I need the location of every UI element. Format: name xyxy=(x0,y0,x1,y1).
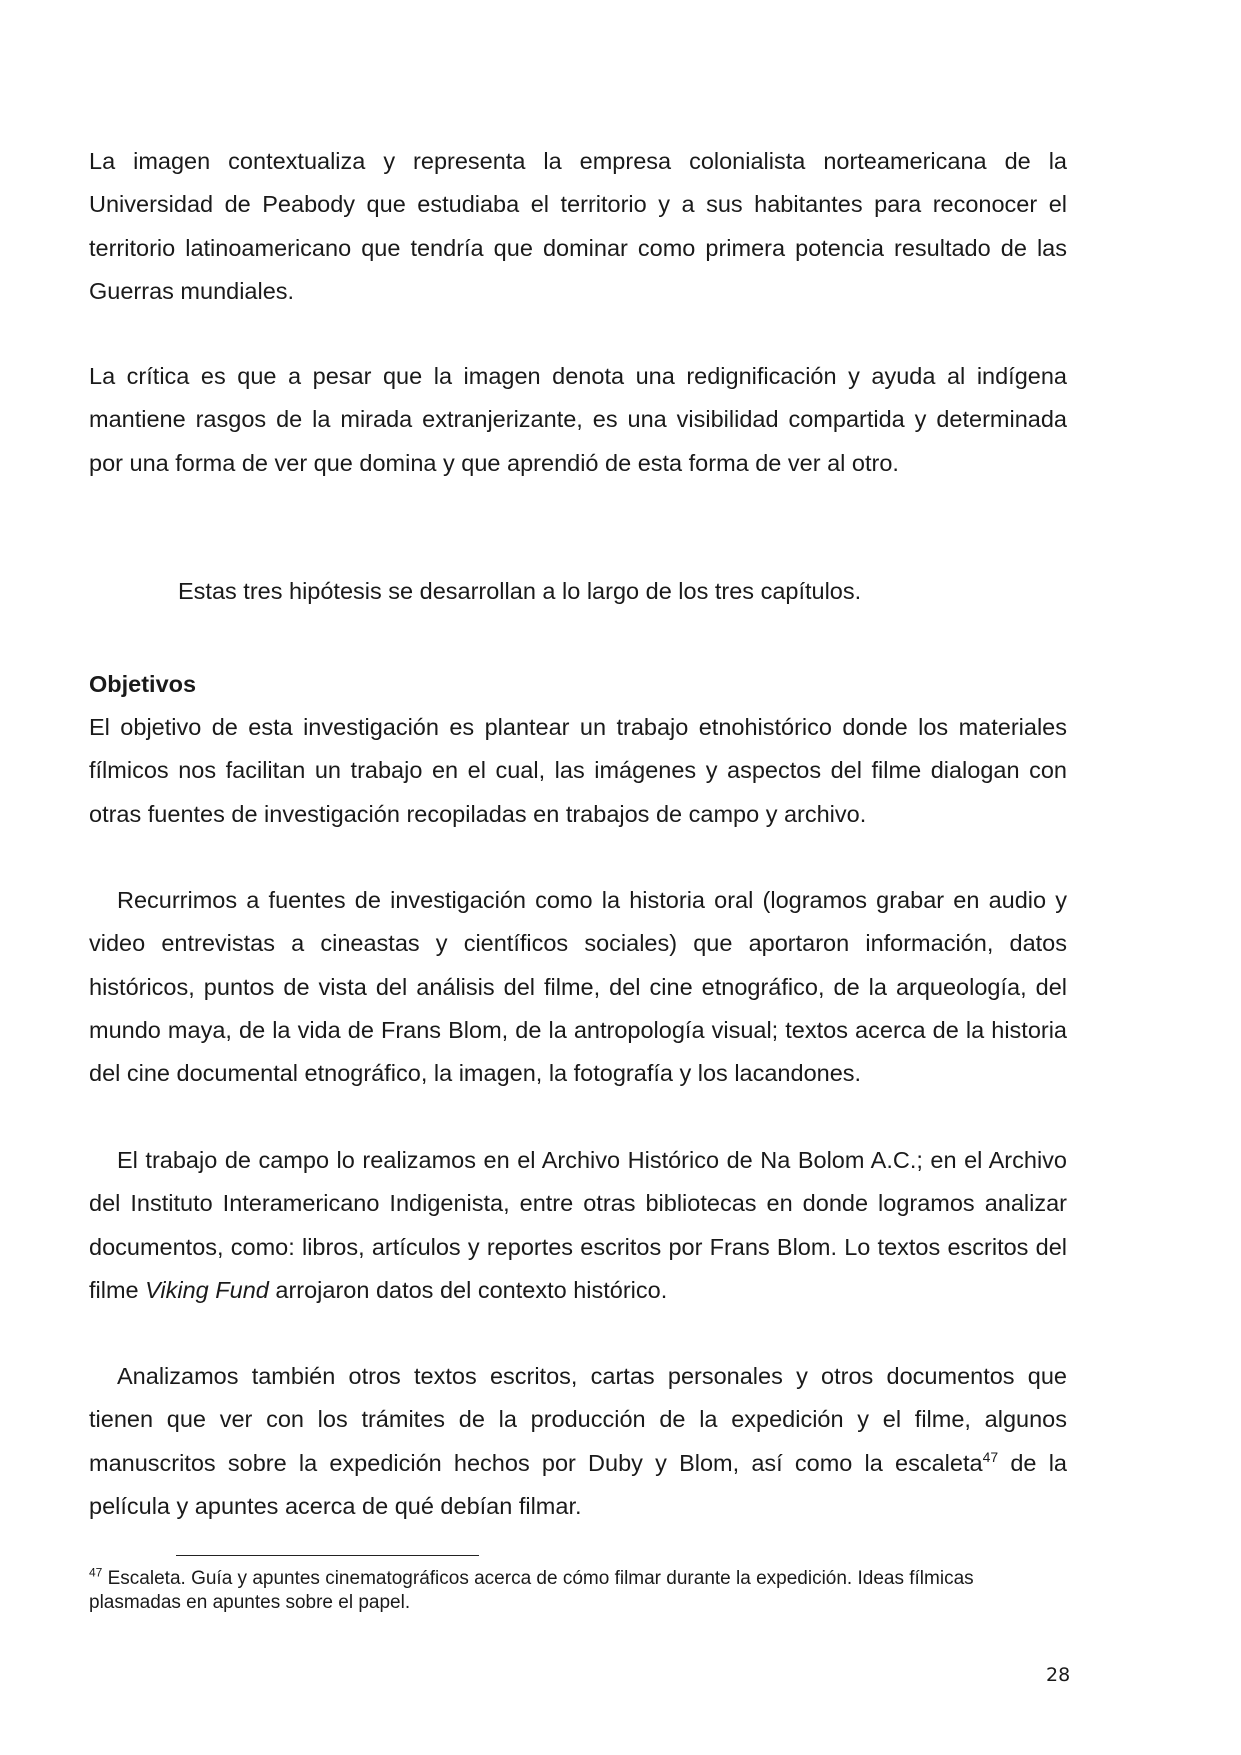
paragraph-analizamos xyxy=(89,1355,1067,1528)
footnote-divider xyxy=(176,1555,479,1556)
paragraph-text: El trabajo de campo lo realizamos en el Archivo Histórico de Na Bolom A.C.; en el Archivo del Instituto Interamericano Indigenista, entre otras bibliotecas en donde logramos analizar documentos, como: libros, artículos y reportes escritos por Frans Blom. Lo textos escritos del filme xyxy=(89,1147,1067,1303)
footnote-reference[interactable]: 47 xyxy=(982,1448,999,1465)
section-heading-objetivos: Objetivos xyxy=(89,671,197,697)
paragraph-trabajo-campo xyxy=(89,1139,1067,1312)
page-number: 28 xyxy=(1046,1664,1071,1686)
paragraph-fuentes-investigacion: Recurrimos a fuentes de investigación como la historia oral (logramos grabar en audio y video entrevistas a cineastas y científicos sociales) que aportaron información, datos históricos, puntos de vista del análisis del filme, del cine etnográfico, de la arqueología, del mundo maya, de la vida de Frans Blom, de la antropología visual; textos acerca de la historia del cine documental etnográfico, la imagen, la fotografía y los lacandones. xyxy=(89,887,1067,1087)
film-title-italic: Viking Fund xyxy=(145,1276,269,1303)
paragraph-text: arrojaron datos del contexto histórico. xyxy=(268,1276,668,1303)
paragraph-text: de la película y apuntes acerca de qué debían filmar. xyxy=(89,1449,1067,1519)
paragraph-hipotesis: Estas tres hipótesis se desarrollan a lo largo de los tres capítulos. xyxy=(178,578,862,604)
footnote-text: Escaleta. Guía y apuntes cinematográficos acerca de cómo filmar durante la expedición. Ideas fílmicas plasmadas en apuntes sobre el papel. xyxy=(89,1568,974,1613)
footnote xyxy=(89,1567,1029,1615)
footnote-number: 47 xyxy=(89,1565,103,1580)
paragraph-objetivo: El objetivo de esta investigación es plantear un trabajo etnohistórico donde los materiales fílmicos nos facilitan un trabajo en el cual, las imágenes y aspectos del filme dialogan con otras fuentes de investigación recopiladas en trabajos de campo y archivo. xyxy=(89,714,1067,827)
paragraph-critica: La crítica es que a pesar que la imagen denota una redignificación y ayuda al indígena mantiene rasgos de la mirada extranjerizante, es una visibilidad compartida y determinada por una forma de ver que domina y que aprendió de esta forma de ver al otro. xyxy=(89,363,1067,476)
paragraph-imagen-contextualiza: La imagen contextualiza y representa la empresa colonialista norteamericana de la Universidad de Peabody que estudiaba el territorio y a sus habitantes para reconocer el territorio latinoamericano que tendría que dominar como primera potencia resultado de las Guerras mundiales. xyxy=(89,148,1067,304)
paragraph-text: Analizamos también otros textos escritos, cartas personales y otros documentos que tienen que ver con los trámites de la producción de la expedición y el filme, algunos manuscritos sobre la expedición hechos por Duby y Blom, así como la escaleta xyxy=(89,1363,1067,1476)
